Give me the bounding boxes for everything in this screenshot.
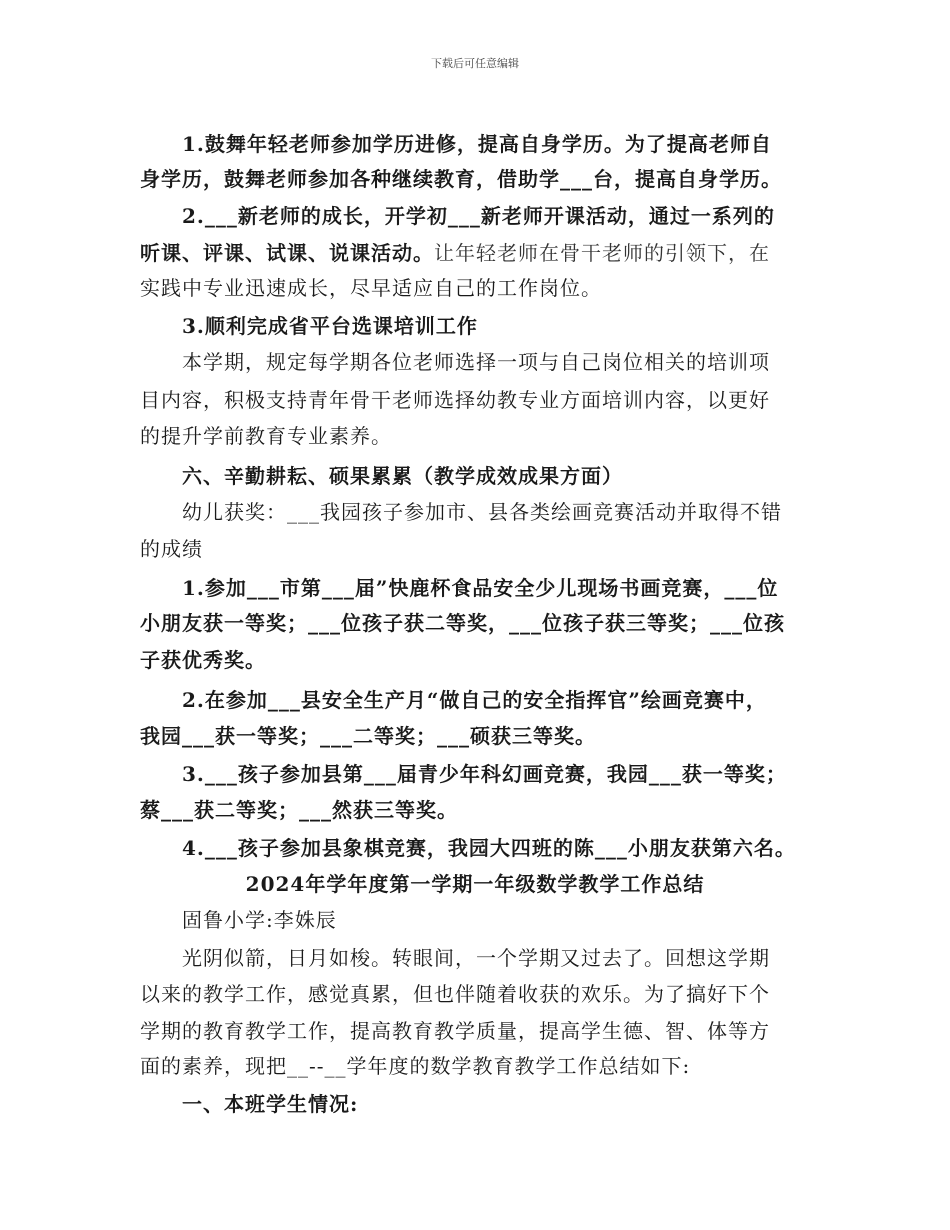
line-text: 六、辛勤耕耘、硕果累累（教学成效成果方面） (140, 464, 623, 488)
line-text: 我园___获一等奖；___二等奖；___硕获三等奖。 (140, 724, 596, 748)
line-text: 1.鼓舞年轻老师参加学历进修，提高自身学历。为了提高老师自 (140, 132, 772, 156)
text-line (140, 1088, 820, 1117)
line-text: 以来的教学工作，感觉真累，但也伴随着收获的欢乐。为了搞好下个 (140, 982, 770, 1006)
text-line (140, 420, 820, 449)
line-text: 的提升学前教育专业素养。 (140, 424, 392, 448)
line-text: 目内容，积极支持青年骨干老师选择幼教专业方面培训内容，以更好 (140, 388, 770, 412)
text-line (140, 832, 820, 861)
text-line (140, 1015, 820, 1044)
text-line (140, 720, 820, 749)
line-text: 3.___孩子参加县第___届青少年科幻画竞赛，我园___获一等奖； (140, 762, 787, 786)
line-text: 面的素养，现把__--__学年度的数学教育教学工作总结如下: (140, 1054, 691, 1078)
text-line (140, 572, 820, 601)
text-line (140, 758, 820, 787)
text-line (140, 533, 820, 562)
line-text: 2.在参加___县安全生产月“做自己的安全指挥官”绘画竞赛中， (140, 688, 767, 712)
text-line (140, 163, 820, 192)
text-line (140, 644, 820, 673)
line-text: 4.___孩子参加县象棋竞赛，我园大四班的陈___小朋友获第六名。 (140, 836, 796, 860)
line-text: 的成绩 (140, 537, 203, 561)
text-line (140, 904, 820, 933)
text-line (140, 384, 820, 413)
line-text: 听课、评课、试课、说课活动。 (140, 241, 434, 265)
line-text: 一、本班学生情况: (140, 1092, 359, 1116)
line-text: 本学期，规定每学期各位老师选择一项与自己岗位相关的培训项 (140, 350, 770, 374)
line-text: 2024年学年度第一学期一年级数学教学工作总结 (245, 872, 705, 896)
line-text: 子获优秀奖。 (140, 648, 266, 672)
page-header: 下载后可任意编辑 (431, 57, 519, 70)
line-text: 学期的教育教学工作，提高教育教学质量，提高学生德、智、体等方 (140, 1019, 770, 1043)
text-line (140, 237, 820, 266)
text-line (140, 200, 820, 229)
text-line (140, 272, 820, 301)
line-text: 固鲁小学:李姝辰 (140, 908, 337, 932)
text-line (140, 128, 820, 157)
line-text: 实践中专业迅速成长，尽早适应自己的工作岗位。 (140, 276, 602, 300)
line-text: 幼儿获奖：___我园孩子参加市、县各类绘画竞赛活动并取得不错 (140, 500, 782, 524)
line-text: 蔡___获二等奖；___然获三等奖。 (140, 798, 458, 822)
line-text: 1.参加___市第___届”快鹿杯食品安全少儿现场书画竞赛，___位 (140, 576, 779, 600)
line-text: 光阴似箭，日月如梭。转眼间，一个学期又过去了。回想这学期 (140, 946, 770, 970)
text-line (140, 460, 820, 489)
text-line (140, 496, 820, 525)
text-line (140, 978, 820, 1007)
text-line (140, 310, 820, 339)
line-text: 小朋友获一等奖；___位孩子获二等奖，___位孩子获三等奖；___位孩 (140, 611, 785, 635)
section-title (0, 868, 950, 897)
text-line (140, 1050, 820, 1079)
text-line (140, 942, 820, 971)
text-line (140, 684, 820, 713)
line-text: 2.___新老师的成长，开学初___新老师开课活动，通过一系列的 (140, 204, 775, 228)
text-line (140, 794, 820, 823)
text-line (140, 607, 820, 636)
line-tail-text: 让年轻老师在骨干老师的引领下，在 (434, 241, 770, 265)
line-text: 身学历，鼓舞老师参加各种继续教育，借助学___台，提高自身学历。 (140, 167, 782, 191)
line-text: 3.顺利完成省平台选课培训工作 (140, 314, 478, 338)
text-line (140, 346, 820, 375)
